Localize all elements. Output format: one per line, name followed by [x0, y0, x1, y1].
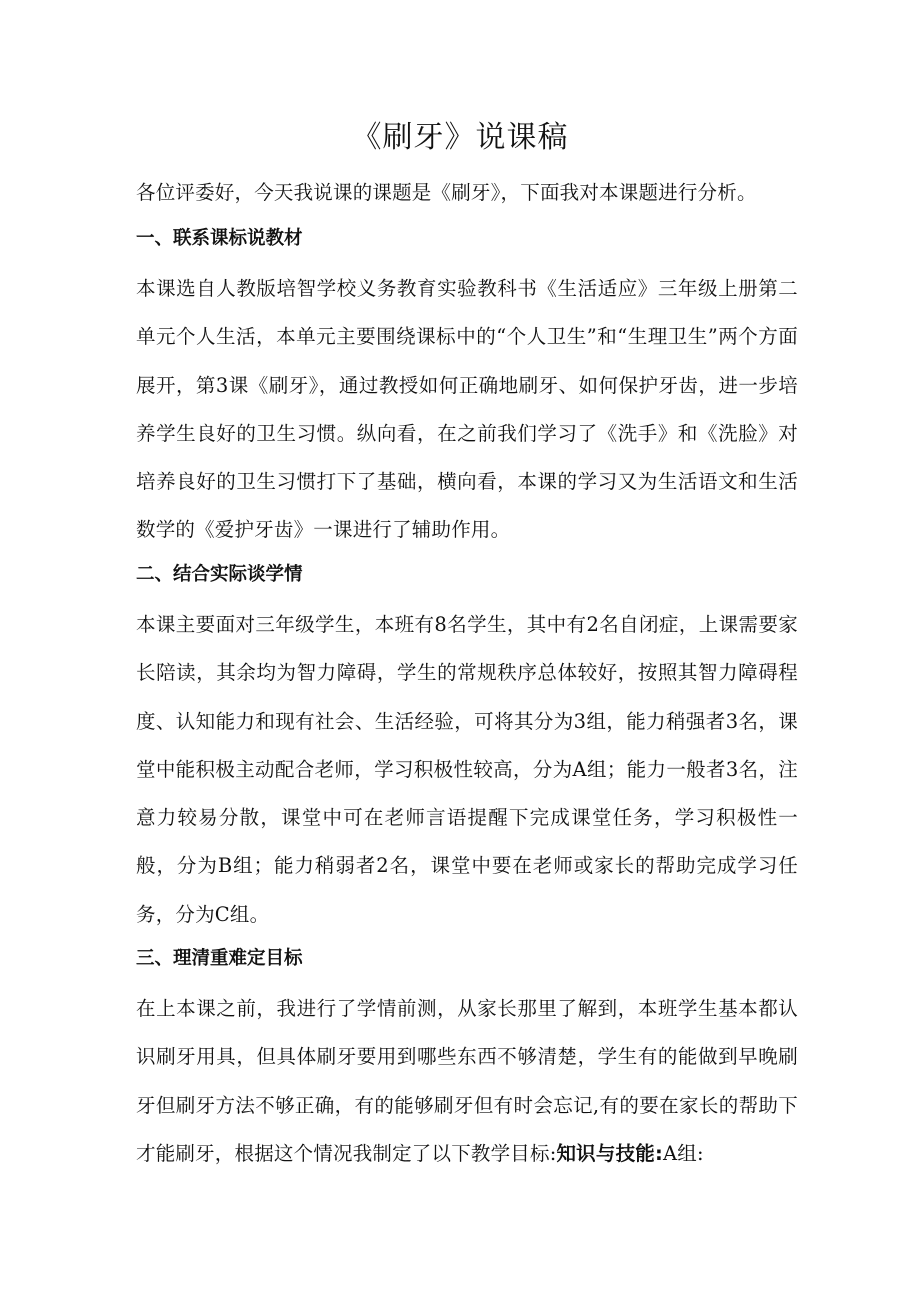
section-paragraph-2: 本课主要面对三年级学生，本班有8名学生，其中有2名自闭症，上课需要家长陪读，其余均为智力障碍，学生的常规秩序总体较好，按照其智力障碍程度、认知能力和现有社会、生活经验，可将其分为3组，能力稍强者3名，课堂中能积极主动配合老师，学习积极性较高，分为A组；能力一般者3名，注意力较易分散，课堂中可在老师言语提醒下完成课堂任务，学习积极性一般，分为B组；能力稍弱者2名，课堂中要在老师或家长的帮助完成学习任务，分为C组。 [136, 613, 798, 926]
objective-group-label: A组: [662, 1141, 704, 1165]
section-paragraph-3 [136, 985, 798, 1178]
objective-label: 知识与技能: [556, 1141, 663, 1165]
section-paragraph-3-text: 在上本课之前，我进行了学情前测，从家长那里了解到，本班学生基本都认识刷牙用具，但具体刷牙要用到哪些东西不够清楚，学生有的能做到早晚刷牙但刷牙方法不够正确，有的能够刷牙但有时会忘记,有的要在家长的帮助下才能刷牙，根据这个情况我制定了以下教学目标: [136, 997, 798, 1165]
section-heading-3: 三、理清重难定目标 [136, 948, 303, 969]
section-heading-2: 二、结合实际谈学情 [136, 564, 303, 585]
intro-paragraph: 各位评委好，今天我说课的课题是《刷牙》，下面我对本课题进行分析。 [136, 181, 757, 204]
section-paragraph-1: 本课选自人教版培智学校义务教育实验教科书《生活适应》三年级上册第二单元个人生活，本单元主要围绕课标中的“个人卫生”和“生理卫生”两个方面展开，第3课《刷牙》，通过教授如何正确地刷牙、如何保护牙齿，进一步培养学生良好的卫生习惯。纵向看，在之前我们学习了《洗手》和《洗脸》对培养良好的卫生习惯打下了基础，横向看，本课的学习又为生活语文和生活数学的《爱护牙齿》一课进行了辅助作用。 [136, 277, 798, 542]
document-title: 《刷牙》说课稿 [351, 120, 569, 155]
section-heading-1: 一、联系课标说教材 [136, 228, 303, 249]
